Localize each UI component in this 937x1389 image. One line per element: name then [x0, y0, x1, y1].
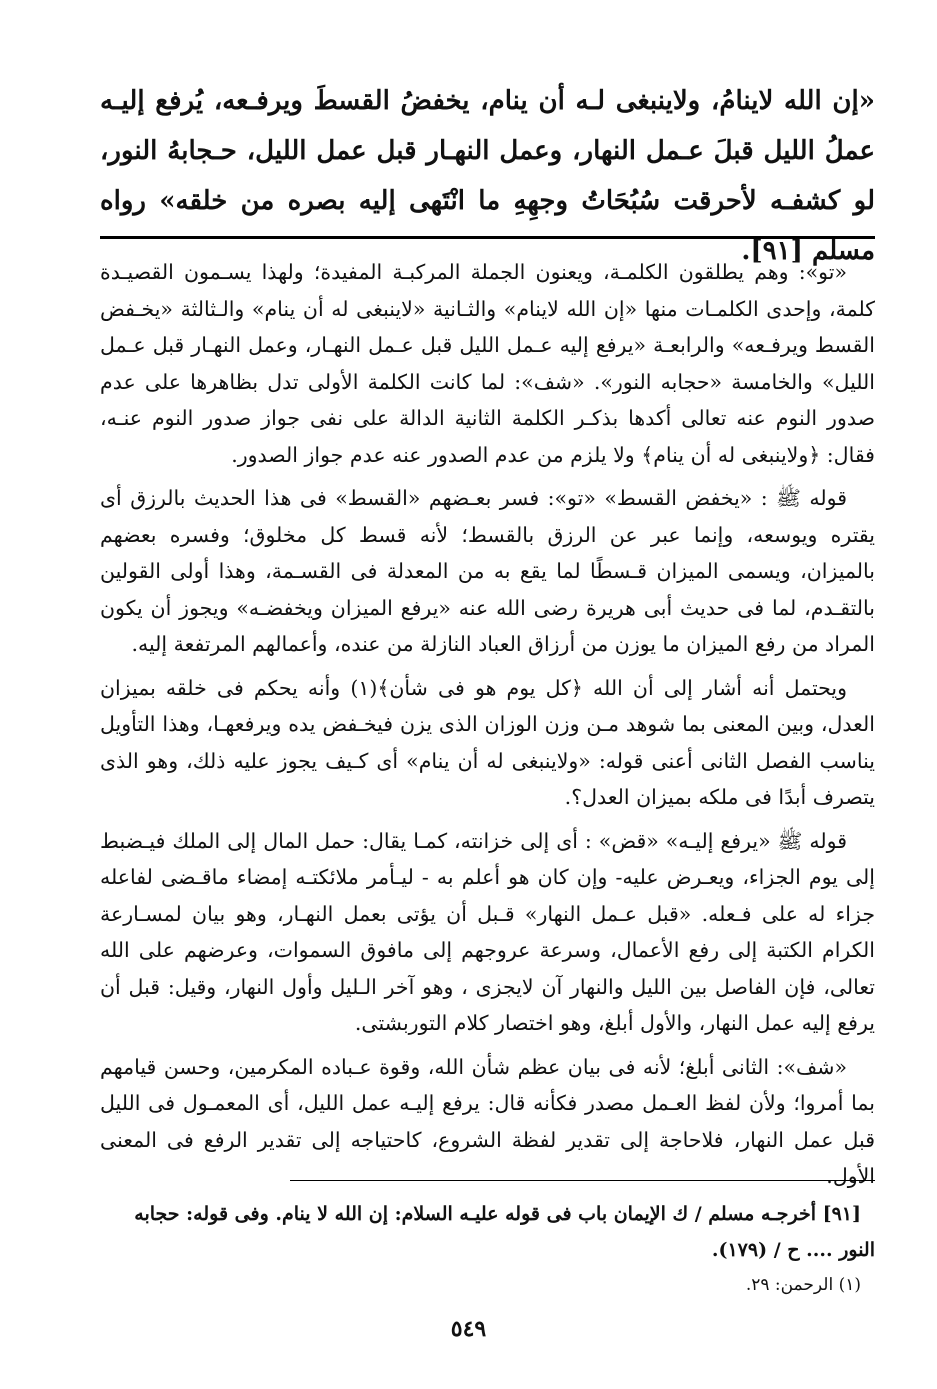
footnote-hadith-reference: [٩١] أخرجـه مسلم / ك الإيمان باب فى قوله عليـه السلام: إن الله لا ينام. وفى قوله: حجابه النور .... ح / (١٧٩).	[134, 1203, 875, 1261]
commentary-paragraph: قوله ﷺ : «يخفض القسط» «تو»: فسر بعـضهم «القسط» فى هذا الحديث بالرزق أى يقتره ويوسعه، وإنما عبر عن الرزق بالقسط؛ لأنه قسط كل مخلوق؛ وفسره بعضهم بالميزان، ويسمى الميزان قـسطًا لما يقع به من المعدلة فى القسـمة، وهذا أولى القولين بالتقـدم، لما فى حديث أبى هريرة رضى الله عنه «يرفع الميزان ويخفضـه» ويجوز أن يكون المراد من رفع الميزان ما يوزن من أرزاق العباد النازلة من عنده، وأعمالهم المرتفعة إليه.	[100, 486, 875, 656]
footnotes-block	[100, 1196, 875, 1300]
commentary-paragraph: ويحتمل أنه أشار إلى أن الله ﴿كل يوم هو فى شأن﴾(١) وأنه يحكم فى خلقه بميزان العدل، وبين المعنى بما شوهد مـن وزن الوزان الذى يزن فيخـفض يده ويرفعهـا، وهذا التأويل يناسب الفصل الثانى أعنى قوله: «ولاينبغى له أن ينام» أى كـيف يجوز عليه ذلك، وهو الذى يتصرف أبدًا فى ملكه بميزان العدل؟.	[100, 675, 875, 809]
commentary-block	[100, 254, 875, 1202]
footnote-quran-reference: (١) الرحمن: ٢٩.	[745, 1275, 861, 1295]
commentary-paragraph: «تو»: وهم يطلقون الكلمـة، ويعنون الجملة المركبـة المفيدة؛ ولهذا يسـمون القصيـدة كلمة، وإحدى الكلمـات منها «إن الله لاينام» والثـانية «لاينبغى له أن ينام» والـثالثة «يخـفض القسط ويرفـعه» والرابعـة «يرفع إليه عـمل الليل قبل عـمل النهـار، وعمل النهـار قبل عـمل الليل» والخامسة «حجابه النور». «شف»: لما كانت الكلمة الأولى تدل بظاهرها على عدم صدور النوم عنه تعالى أكدها بذكـر الكلمة الثانية الدالة على نفى جواز صدور النوم عنـه، فقال: ﴿ولاينبغى له أن ينام﴾ ولا يلزم من عدم الصدور عنه عدم جواز الصدور.	[100, 260, 875, 467]
hadith-divider-line	[100, 236, 875, 239]
page-number: ٥٤٩	[450, 1316, 487, 1342]
hadith-text: «إن الله لاينامُ، ولاينبغى لـه أن ينام، يخفضُ القسطَ ويرفـعه، يُرفع إليـه عملُ الليل قبلَ عـمل النهار، وعمل النهـار قبل عمل الليل، حـجابهُ النور، لو كشفـه لأحرقت سُبُحَاتُ وجهِهِ ما انْتَهى إليه بصره من خلقه» رواه مسلم [٩١].	[100, 86, 875, 266]
commentary-paragraph: «شف»: الثانى أبلغ؛ لأنه فى بيان عظم شأن الله، وقوة عـباده المكرمين، وحسن قيامهم بما أمروا؛ ولأن لفظ العـمل مصدر فكأنه قال: يرفع إليـه عمل الليل، أى المعمـول فى الليل قبل عمل النهار، فلاحاجة إلى تقدير لفظة الشروع، كاحتياجه إلى تقدير الرفع فى المعنى الأول.	[100, 1054, 875, 1188]
hadith-text-block	[100, 76, 875, 276]
footnote-divider-line	[290, 1180, 875, 1181]
commentary-paragraph: قوله ﷺ «يرفع إليـه» «قض» : أى إلى خزانته، كمـا يقال: حمل المال إلى الملك فيـضبط إلى يوم الجزاء، ويعـرض عليه- وإن كان هو أعلم به - ليـأمر ملائكتـه إمضاء ماقـضى لفاعله جزاء له على فـعله. «قبل عـمل النهار» قـبل أن يؤتى بعمل النهـار، وهو بيان لمسـارعة الكرام الكتبة إلى رفع الأعمال، وسرعة عروجهم إلى مافوق السموات، وعرضهم على الله تعالى، فإن الفاصل بين الليل والنهار آن لايجزى ، وهو آخر الـليل وأول النهار، وقيل: قبل أن يرفع إليه عمل النهار، والأول أبلغ، وهو اختصار كلام التوربشتى.	[100, 828, 875, 1035]
